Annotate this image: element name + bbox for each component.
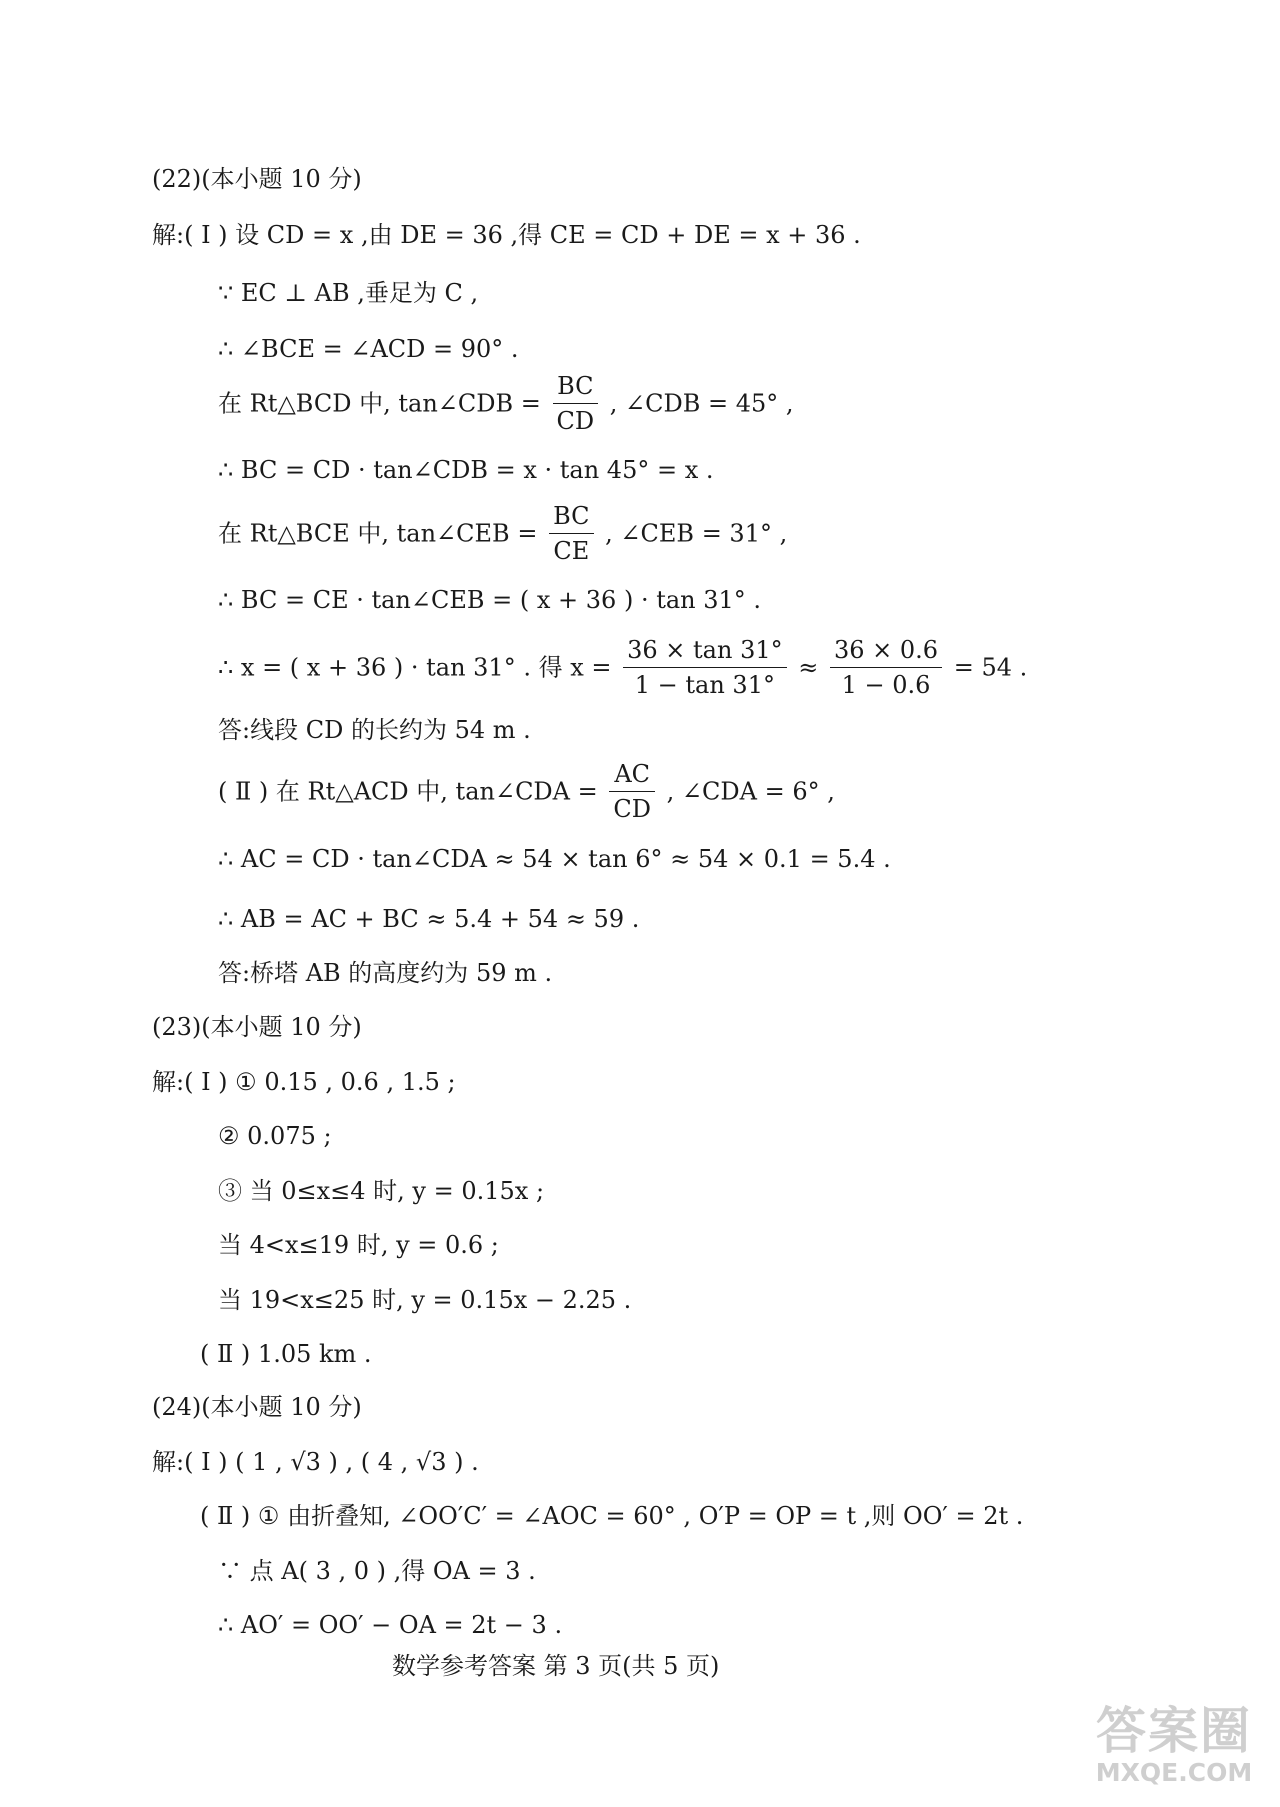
q23-line-3: ③ 当 0≤x≤4 时, y = 0.15x ; xyxy=(218,1177,545,1205)
q22-line-7: ∴ AB = AC + BC ≈ 5.4 + 54 ≈ 59 . xyxy=(218,905,640,933)
q22-acd-fraction xyxy=(609,757,655,826)
q22-line-2: ∵ EC ⊥ AB ,垂足为 C , xyxy=(218,279,479,307)
q22-solve-mid: ≈ xyxy=(798,653,819,682)
q22-acd-numerator: AC xyxy=(609,757,655,792)
page-footer: 数学参考答案 第 3 页(共 5 页) xyxy=(392,1652,720,1680)
q22-solve-post: = 54 . xyxy=(953,653,1028,682)
q23-heading: (23)(本小题 10 分) xyxy=(152,1013,362,1041)
q22-acd-post: , ∠CDA = 6° , xyxy=(666,777,835,806)
q22-answer-2: 答:桥塔 AB 的高度约为 59 m . xyxy=(218,959,553,987)
q22-bce-denominator: CE xyxy=(553,537,590,565)
watermark-text-top: 答案圈 xyxy=(1096,1702,1252,1760)
q22-solve-numerator-2: 36 × 0.6 xyxy=(830,633,942,668)
q22-line-5: ∴ BC = CE · tan∠CEB = ( x + 36 ) · tan 31° . xyxy=(218,586,762,614)
q22-acd-line xyxy=(218,757,835,826)
q23-line-5: 当 19<x≤25 时, y = 0.15x − 2.25 . xyxy=(218,1286,632,1314)
q23-line-1: 解:( Ⅰ ) ① 0.15 , 0.6 , 1.5 ; xyxy=(152,1068,456,1096)
q22-line-3: ∴ ∠BCE = ∠ACD = 90° . xyxy=(218,335,519,363)
watermark-logo xyxy=(1086,1703,1262,1799)
q23-line-4: 当 4<x≤19 时, y = 0.6 ; xyxy=(218,1231,499,1259)
q22-solve-fraction-1 xyxy=(623,633,786,702)
q23-line-6: ( Ⅱ ) 1.05 km . xyxy=(200,1340,372,1368)
q22-bce-pre: 在 Rt△BCE 中, tan∠CEB = xyxy=(218,519,538,548)
q24-line-2: ( Ⅱ ) ① 由折叠知, ∠OO′C′ = ∠AOC = 60° , O′P = OP = t ,则 OO′ = 2t . xyxy=(200,1502,1024,1530)
q22-solve-line xyxy=(218,633,1027,702)
q22-bce-numerator: BC xyxy=(549,499,593,534)
q22-line-4: ∴ BC = CD · tan∠CDB = x · tan 45° = x . xyxy=(218,456,714,484)
watermark-text-bottom: MXQE.COM xyxy=(1095,1758,1253,1787)
q24-heading: (24)(本小题 10 分) xyxy=(152,1393,362,1421)
q22-bce-fraction xyxy=(549,499,593,568)
q23-line-2: ② 0.075 ; xyxy=(218,1122,332,1150)
q24-line-4: ∴ AO′ = OO′ − OA = 2t − 3 . xyxy=(218,1611,563,1639)
q22-bce-line xyxy=(218,499,787,568)
q22-bcd-numerator: BC xyxy=(553,369,599,404)
q22-heading: (22)(本小题 10 分) xyxy=(152,165,362,193)
q22-solve-fraction-2 xyxy=(830,633,942,702)
q22-acd-denominator: CD xyxy=(613,795,651,823)
q22-line-1: 解:( Ⅰ ) 设 CD = x ,由 DE = 36 ,得 CE = CD + DE = x + 36 . xyxy=(152,221,861,249)
q22-bcd-fraction xyxy=(553,369,599,438)
q22-solve-denominator-1: 1 − tan 31° xyxy=(634,671,775,699)
q22-solve-pre: ∴ x = ( x + 36 ) · tan 31° . 得 x = xyxy=(218,653,612,682)
q22-acd-pre: ( Ⅱ ) 在 Rt△ACD 中, tan∠CDA = xyxy=(218,777,598,806)
q22-bcd-line xyxy=(218,369,794,438)
q24-line-3: ∵ 点 A( 3 , 0 ) ,得 OA = 3 . xyxy=(218,1557,536,1585)
q22-bcd-post: , ∠CDB = 45° , xyxy=(609,389,794,418)
q22-solve-denominator-2: 1 − 0.6 xyxy=(841,671,931,699)
q22-bce-post: , ∠CEB = 31° , xyxy=(605,519,788,548)
q22-solve-numerator-1: 36 × tan 31° xyxy=(623,633,786,668)
q22-answer-1: 答:线段 CD 的长约为 54 m . xyxy=(218,716,531,744)
q22-line-6: ∴ AC = CD · tan∠CDA ≈ 54 × tan 6° ≈ 54 × 0.1 = 5.4 . xyxy=(218,845,891,873)
q22-bcd-pre: 在 Rt△BCD 中, tan∠CDB = xyxy=(218,389,541,418)
q24-line-1: 解:( Ⅰ ) ( 1 , √3 ) , ( 4 , √3 ) . xyxy=(152,1448,479,1476)
q22-bcd-denominator: CD xyxy=(556,407,595,435)
